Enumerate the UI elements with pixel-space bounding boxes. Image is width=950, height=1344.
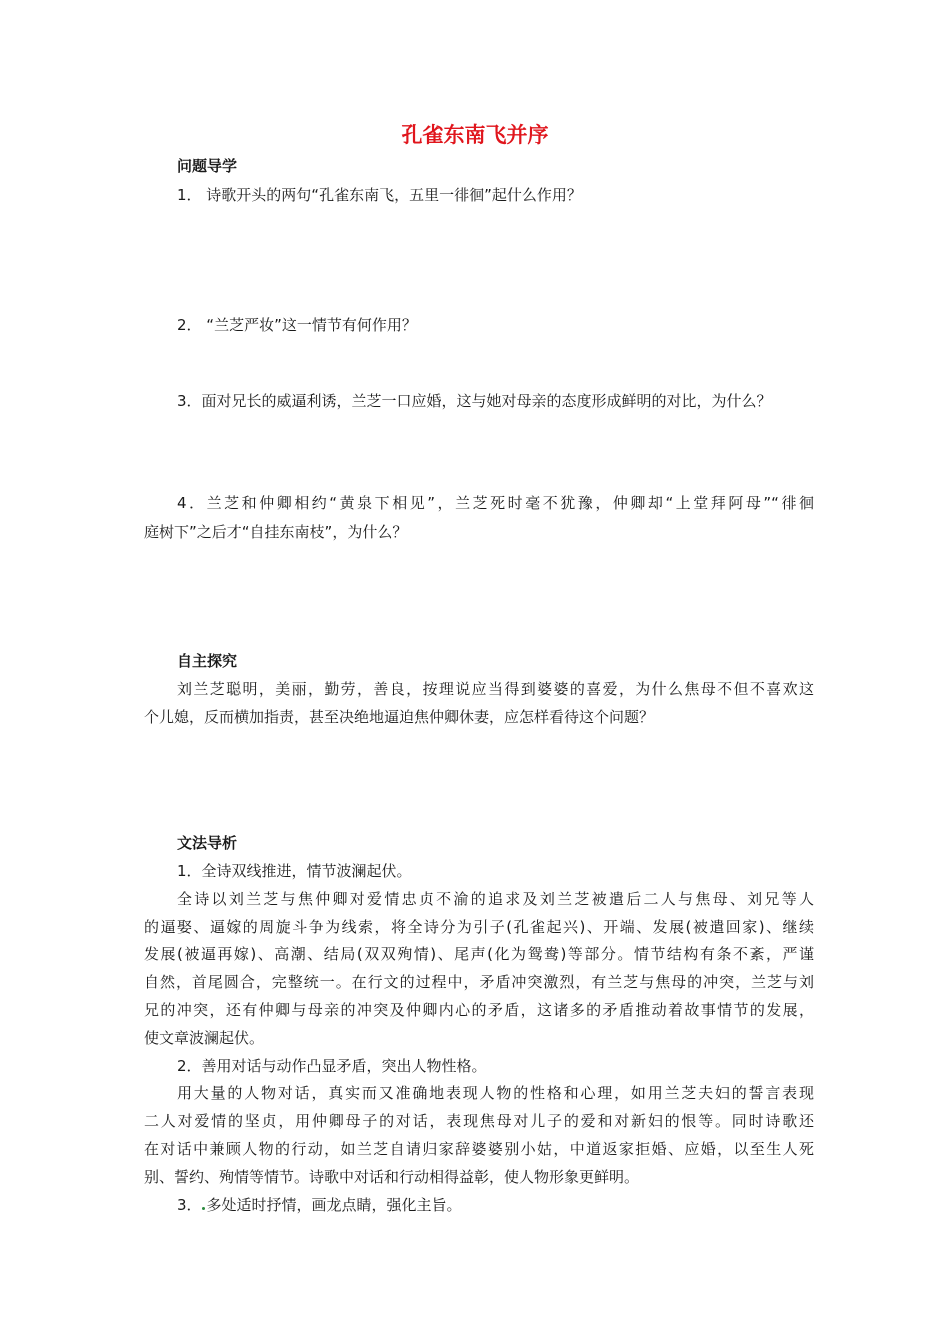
section-heading-writing-analysis: 文法导析 <box>177 834 238 852</box>
green-dot-mark <box>202 1207 205 1210</box>
point-1-title: 1．全诗双线推进，情节波澜起伏。 <box>177 862 412 880</box>
section-heading-self-inquiry: 自主探究 <box>177 652 238 670</box>
point-3 <box>177 1195 462 1215</box>
inquiry-line-1: 刘兰芝聪明，美丽，勤劳，善良，按理说应当得到婆婆的喜爱，为什么焦母不但不喜欢这 <box>177 680 814 698</box>
point-1-line-4: 自然，首尾圆合，完整统一。在行文的过程中，矛盾冲突激烈，有兰芝与焦母的冲突，兰芝与刘 <box>144 973 814 991</box>
point-1-line-1: 全诗以刘兰芝与焦仲卿对爱情忠贞不渝的追求及刘兰芝被遣后二人与焦母、刘兄等人 <box>177 890 814 908</box>
question-4-line-1: 4．兰芝和仲卿相约“黄泉下相见”，兰芝死时毫不犹豫，仲卿却“上堂拜阿母”“徘徊 <box>177 494 814 512</box>
point-1-line-5: 兄的冲突，还有仲卿与母亲的冲突及仲卿内心的矛盾，这诸多的矛盾推动着故事情节的发展， <box>144 1001 814 1019</box>
section-heading-question-guide: 问题导学 <box>177 157 238 175</box>
question-4-line-2: 庭树下”之后才“自挂东南枝”，为什么？ <box>144 523 408 541</box>
question-3: 3．面对兄长的威逼利诱，兰芝一口应婚，这与她对母亲的态度形成鲜明的对比，为什么？ <box>177 392 772 410</box>
point-3-number: 3． <box>177 1196 202 1214</box>
question-2: 2． “兰芝严妆”这一情节有何作用？ <box>177 316 417 334</box>
point-2-line-3: 在对话中兼顾人物的行动，如兰芝自请归家辞婆婆别小姑，中道返家拒婚、应婚，以至生人死 <box>144 1140 814 1158</box>
point-1-line-2: 的逼娶、逼嫁的周旋斗争为线索，将全诗分为引子(孔雀起兴)、开端、发展(被遣回家)、继续 <box>144 918 814 936</box>
inquiry-line-2: 个儿媳，反而横加指责，甚至决绝地逼迫焦仲卿休妻，应怎样看待这个问题？ <box>144 708 655 726</box>
point-3-title: 多处适时抒情，画龙点睛，强化主旨。 <box>206 1196 462 1214</box>
point-2-line-2: 二人对爱情的坚贞，用仲卿母子的对话，表现焦母对儿子的爱和对新妇的恨等。同时诗歌还 <box>144 1112 814 1130</box>
point-2-title: 2．善用对话与动作凸显矛盾，突出人物性格。 <box>177 1057 487 1075</box>
point-2-line-1: 用大量的人物对话，真实而又准确地表现人物的性格和心理，如用兰芝夫妇的誓言表现 <box>177 1084 814 1102</box>
point-2-line-4: 别、誓约、殉情等情节。诗歌中对话和行动相得益彰，使人物形象更鲜明。 <box>144 1168 640 1186</box>
question-1: 1． 诗歌开头的两句“孔雀东南飞，五里一徘徊”起什么作用？ <box>177 186 582 204</box>
point-1-line-3: 发展(被逼再嫁)、高潮、结局(双双殉情)、尾声(化为鸳鸯)等部分。情节结构有条不紊，严谨 <box>144 945 814 963</box>
page-title: 孔雀东南飞并序 <box>401 123 549 147</box>
point-1-line-6: 使文章波澜起伏。 <box>144 1029 265 1047</box>
